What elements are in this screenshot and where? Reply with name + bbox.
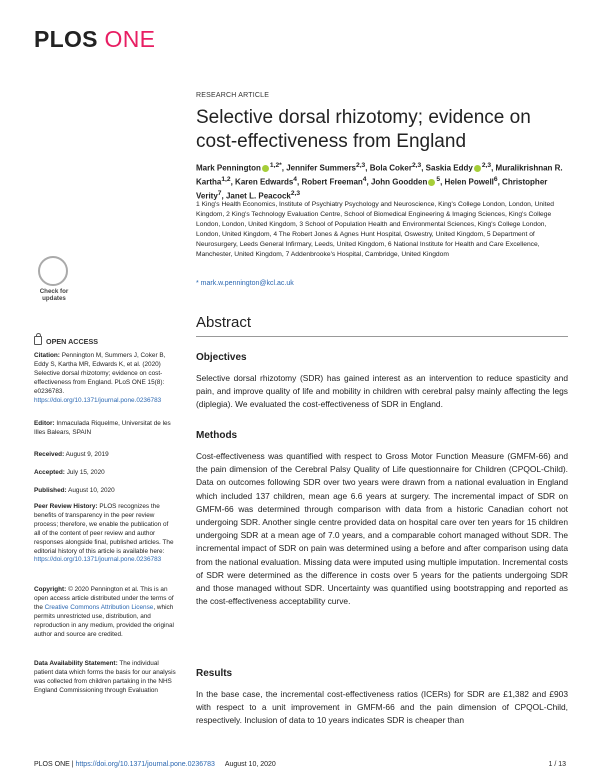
author[interactable]: , Saskia Eddy <box>421 163 473 173</box>
copyright-text: © 2020 Pennington et al. This is an open access article distributed under the terms of the <box>34 586 174 611</box>
author[interactable]: , Jennifer Summers <box>281 163 356 173</box>
footer-separator: | <box>69 761 76 768</box>
orcid-icon[interactable] <box>474 165 481 172</box>
author-affil: 2,3 <box>290 189 301 197</box>
editor-label: Editor: <box>34 420 55 427</box>
author-affil: 7 <box>217 189 222 197</box>
citation-text: Pennington M, Summers J, Coker B, Eddy S, Kartha MR, Edwards K, et al. (2020) Selective dorsal rhizotomy; evidence on cost-effectiveness from England. PLoS ONE 15(8): e0236783. <box>34 352 166 395</box>
author-affil: 1,2 <box>221 175 231 183</box>
published-label: Published: <box>34 487 67 494</box>
editor-block <box>34 420 176 438</box>
author-affil: 1,2 <box>269 162 280 169</box>
orcid-icon[interactable] <box>262 165 269 172</box>
logo-plos: PLOS <box>34 26 98 52</box>
author[interactable]: , Karen Edwards <box>230 177 294 187</box>
article-title: Selective dorsal rhizotomy; evidence on cost-effectiveness from England <box>196 107 531 152</box>
open-access-label: OPEN ACCESS <box>34 336 98 346</box>
author[interactable]: , John Goodden <box>366 177 428 187</box>
results-text: In the base case, the incremental cost-effectiveness ratios (ICERs) for SDR are £1,382 and £903 with respect to a unit improvement in GMFM-66 and the pain dimension of CPQOL-Child, respectively. Inclusion of data to 10 years indicates SDR is cheaper than <box>196 689 568 726</box>
check-updates-icon <box>38 256 68 286</box>
license-link[interactable]: Creative Commons Attribution License <box>44 603 154 611</box>
author[interactable]: Mark Pennington <box>196 163 261 173</box>
accepted-label: Accepted: <box>34 469 65 476</box>
footer-doi-link[interactable]: https://doi.org/10.1371/journal.pone.0236783 <box>75 761 215 768</box>
author-affil: 4 <box>362 175 367 183</box>
peer-review-label: Peer Review History: <box>34 503 98 510</box>
citation-link[interactable]: https://doi.org/10.1371/journal.pone.0236783 <box>34 396 162 404</box>
peer-review-text: PLOS recognizes the benefits of transparency in the peer review process; therefore, we enable the publication of all of the content of peer review and author responses alongside final, published articles. The editorial history of this article is available here: <box>34 503 174 555</box>
affiliations: 1 King's Health Economics, Institute of Psychiatry Psychology and Neuroscience, King's College London, London, United Kingdom, 2 King's Technology Evaluation Centre, School of Biomedical Engineering & Imaging Sciences, King's College London, London, United Kingdom, 3 School of Population Health and Environmental Sciences, King's College London, London, United Kingdom, 4 The Robert Jones & Agnes Hunt Hospital, Oswestry, United Kingdom, 5 Department of Neurosurgery, Leeds General Infirmary, Leeds, United Kingdom, 6 National Institute for Health and Care Excellence, Manchester, United Kingdom, 7 Addenbrooke's Hospital, Cambridge, United Kingdom <box>196 201 554 258</box>
check-for-updates-badge[interactable] <box>34 256 74 302</box>
accepted-date: July 15, 2020 <box>66 469 105 476</box>
author[interactable]: , Muralikrishnan R. Kartha <box>196 163 563 187</box>
author-affil: 6 <box>493 175 498 183</box>
data-availability-block <box>34 660 176 696</box>
abstract-divider <box>196 336 568 337</box>
abstract-heading: Abstract <box>196 314 252 331</box>
author-list <box>196 160 568 202</box>
published-block <box>34 487 176 496</box>
copyright-label: Copyright: <box>34 586 67 593</box>
author[interactable]: , Bola Coker <box>365 163 412 173</box>
methods-heading: Methods <box>196 430 238 441</box>
author[interactable]: , Robert Freeman <box>297 177 363 187</box>
peer-review-link[interactable]: https://doi.org/10.1371/journal.pone.0236783 <box>34 556 162 564</box>
objectives-text: Selective dorsal rhizotomy (SDR) has gained interest as an intervention to reduce spasticity and pain, and improve quality of life and mobility in children with cerebral palsy mainly affecting the legs (diplegia). We evaluated the cost-effectiveness of SDR in England. <box>196 373 568 410</box>
page-number: 1 / 13 <box>548 761 566 768</box>
check-updates-label: Check for updates <box>39 288 69 302</box>
author-affil: 5 <box>436 175 441 183</box>
author-affil: 2,3 <box>411 162 422 169</box>
accepted-block <box>34 469 176 478</box>
corresponding-mark: * <box>279 162 282 169</box>
footer-date: August 10, 2020 <box>224 761 276 768</box>
data-availability-label: Data Availability Statement: <box>34 660 118 667</box>
results-heading: Results <box>196 668 233 679</box>
author[interactable]: , Janet L. Peacock <box>221 191 291 201</box>
journal-logo[interactable] <box>34 26 155 53</box>
article-type: RESEARCH ARTICLE <box>196 92 270 99</box>
author[interactable]: , Helen Powell <box>440 177 494 187</box>
objectives-heading: Objectives <box>196 352 247 363</box>
author[interactable]: , Christopher Verity <box>196 177 548 201</box>
editor-text: Inmaculada Riquelme, Universitat de les Illes Balears, SPAIN <box>34 420 171 436</box>
citation-label: Citation: <box>34 352 60 359</box>
copyright-text-2: , which permits unrestricted use, distribution, and reproduction in any medium, provided the original author and source are credited. <box>34 603 174 638</box>
logo-one: ONE <box>104 26 156 52</box>
copyright-block <box>34 586 176 639</box>
author-affil: 4 <box>293 175 297 183</box>
open-lock-icon <box>34 336 42 345</box>
page-footer <box>34 761 276 768</box>
orcid-icon[interactable] <box>428 179 435 186</box>
data-availability-text: The individual patient data which forms the basis for our analysis was collected from children partaking in the NHS England Commissioning through Evaluation <box>34 660 176 694</box>
received-date: August 9, 2019 <box>65 451 109 458</box>
published-date: August 10, 2020 <box>68 487 115 494</box>
corresponding-email[interactable]: * mark.w.pennington@kcl.ac.uk <box>196 280 294 287</box>
citation-block <box>34 352 176 405</box>
received-block <box>34 451 176 460</box>
author-affil: 2,3 <box>356 162 366 169</box>
methods-text: Cost-effectiveness was quantified with respect to Gross Motor Function Measure (GMFM-66) and the pain dimension of the Cerebral Palsy Quality of Life questionnaire for Children (CPQOL-Child). Data on outcomes following SDR over two years were drawn from a national evaluation in England which included 137 children, mean age 6.6 years at surgery. The incremental impact of SDR on GMFM-66 was determined through comparison with data from a historic Canadian cohort not undergoing SDR. Another single centre provided data on hospital care over ten years for 15 children undergoing SDR at a mean age of 7.0 years, and a comparable cohort managed without SDR. The incremental impact of SDR on pain was determined using a before and after comparison using data from the national evaluation. Missing data were imputed using multiple imputation. Incremental costs of SDR were determined as the difference in costs over 5 years for the patients undergoing SDR and those managed without SDR. Uncertainty was quantified using bootstrapping and reported as the cost-effectiveness acceptability curve. <box>196 451 568 607</box>
received-label: Received: <box>34 451 65 458</box>
author-affil: 2,3 <box>481 162 492 169</box>
peer-review-block <box>34 503 176 565</box>
footer-journal: PLOS ONE <box>34 761 70 768</box>
